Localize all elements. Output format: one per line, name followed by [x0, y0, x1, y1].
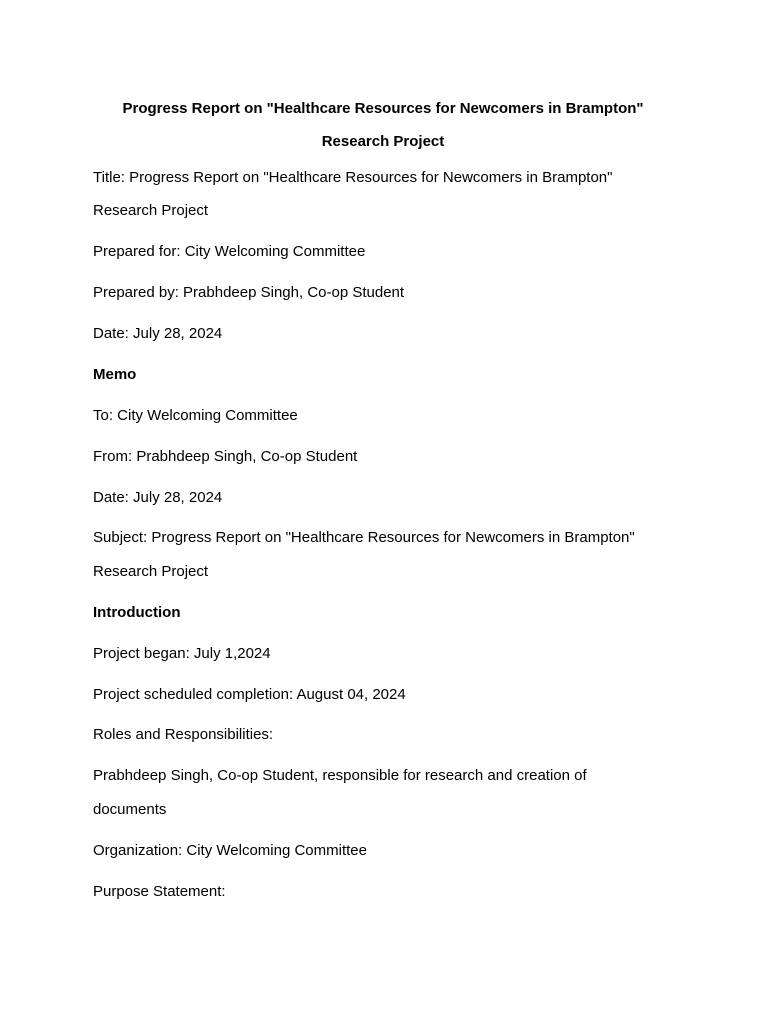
prepared-by-field: Prepared by: Prabhdeep Singh, Co-op Student [93, 284, 405, 301]
project-began-field: Project began: July 1,2024 [93, 645, 271, 662]
roles-line-2: documents [93, 801, 167, 818]
date-field: Date: July 28, 2024 [93, 325, 223, 342]
memo-subject-line-2: Research Project [93, 563, 209, 580]
memo-heading: Memo [93, 366, 137, 383]
roles-line-1: Prabhdeep Singh, Co-op Student, responsible for research and creation of [93, 767, 587, 784]
memo-to-field: To: City Welcoming Committee [93, 407, 298, 424]
roles-heading: Roles and Responsibilities: [93, 726, 274, 743]
prepared-for-field: Prepared for: City Welcoming Committee [93, 243, 366, 260]
organization-field: Organization: City Welcoming Committee [93, 842, 367, 859]
purpose-statement-label: Purpose Statement: [93, 883, 226, 900]
title-field-line-1: Title: Progress Report on "Healthcare Resources for Newcomers in Brampton" [93, 169, 613, 186]
memo-from-field: From: Prabhdeep Singh, Co-op Student [93, 448, 358, 465]
project-completion-field: Project scheduled completion: August 04, 2024 [93, 686, 406, 703]
memo-date-field: Date: July 28, 2024 [93, 489, 223, 506]
memo-subject-line-1: Subject: Progress Report on "Healthcare Resources for Newcomers in Brampton" [93, 529, 635, 546]
introduction-heading: Introduction [93, 604, 181, 621]
document-heading: Progress Report on "Healthcare Resources for Newcomers in Brampton" Research Project [122, 100, 644, 150]
title-field-line-2: Research Project [93, 202, 209, 219]
